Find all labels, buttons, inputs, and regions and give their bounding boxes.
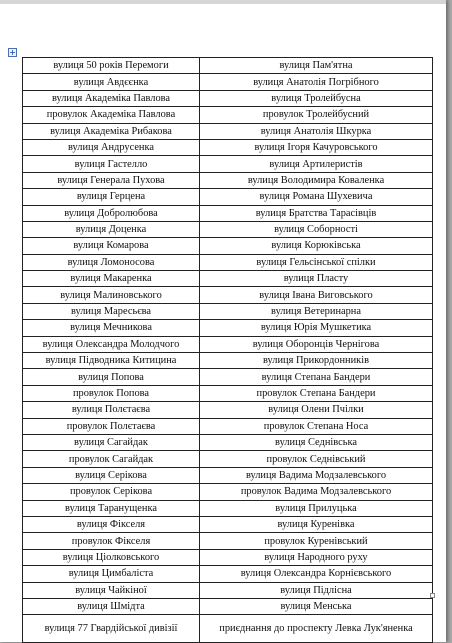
new-street-name-cell[interactable]: вулиця Анатолія Шкурка [200,123,433,139]
old-street-name-cell[interactable]: провулок Фікселя [23,533,200,549]
new-street-name-cell[interactable]: вулиця Оборонців Чернігова [200,336,433,352]
table-row [23,582,433,598]
old-street-name-cell[interactable]: вулиця 50 років Перемоги [23,58,200,74]
table-row [23,353,433,369]
new-street-name-cell[interactable]: провулок Степана Носа [200,418,433,434]
table-row [23,189,433,205]
old-street-name-cell[interactable]: вулиця Генерала Пухова [23,172,200,188]
old-street-name-cell[interactable]: вулиця Герцена [23,189,200,205]
new-street-name-cell[interactable]: вулиця Анатолія Погрібного [200,74,433,90]
table-row [23,566,433,582]
old-street-name-cell[interactable]: вулиця Маресьєва [23,303,200,319]
new-street-name-cell[interactable]: вулиця Соборності [200,221,433,237]
table-row [23,598,433,614]
table-row [23,533,433,549]
old-street-name-cell[interactable]: вулиця Гастелло [23,156,200,172]
new-street-name-cell[interactable]: вулиця Пласту [200,271,433,287]
table-row [23,221,433,237]
old-street-name-cell[interactable]: вулиця 77 Гвардійської дивізії [23,615,200,643]
new-street-name-cell[interactable]: вулиця Романа Шухевича [200,189,433,205]
table-row [23,205,433,221]
old-street-name-cell[interactable]: провулок Сагайдак [23,451,200,467]
new-street-name-cell[interactable]: приєднання до проспекту Левка Лук'яненка [200,615,433,643]
old-street-name-cell[interactable]: вулиця Макаренка [23,271,200,287]
new-street-name-cell[interactable]: вулиця Олени Пчілки [200,402,433,418]
old-street-name-cell[interactable]: вулиця Підводника Китицина [23,353,200,369]
table-row [23,549,433,565]
old-street-name-cell[interactable]: вулиця Академіка Павлова [23,90,200,106]
new-street-name-cell[interactable]: вулиця Прикордонників [200,353,433,369]
table-row [23,254,433,270]
table-row [23,402,433,418]
old-street-name-cell[interactable]: вулиця Ломоносова [23,254,200,270]
table-row [23,123,433,139]
old-street-name-cell[interactable]: вулиця Шмідта [23,598,200,614]
new-street-name-cell[interactable]: вулиця Братства Тарасівців [200,205,433,221]
new-street-name-cell[interactable]: вулиця Тролейбусна [200,90,433,106]
new-street-name-cell[interactable]: вулиця Ігоря Качуровського [200,139,433,155]
old-street-name-cell[interactable]: провулок Серікова [23,484,200,500]
table-row [23,303,433,319]
page-top-edge [0,0,446,4]
table-row [23,287,433,303]
old-street-name-cell[interactable]: вулиця Доценка [23,221,200,237]
new-street-name-cell[interactable]: вулиця Прилуцька [200,500,433,516]
table-row [23,516,433,532]
old-street-name-cell[interactable]: вулиця Попова [23,369,200,385]
new-street-name-cell[interactable]: вулиця Седнівська [200,434,433,450]
old-street-name-cell[interactable]: вулиця Серікова [23,467,200,483]
new-street-name-cell[interactable]: вулиця Пам'ятна [200,58,433,74]
new-street-name-cell[interactable]: вулиця Олександра Корнієвського [200,566,433,582]
new-street-name-cell[interactable]: вулиця Корюківська [200,238,433,254]
old-street-name-cell[interactable]: вулиця Сагайдак [23,434,200,450]
table-row [23,271,433,287]
old-street-name-cell[interactable]: вулиця Олександра Молодчого [23,336,200,352]
old-street-name-cell[interactable]: вулиця Андрусенка [23,139,200,155]
old-street-name-cell[interactable]: провулок Полєтаєва [23,418,200,434]
table-row [23,172,433,188]
new-street-name-cell[interactable]: провулок Куренівський [200,533,433,549]
new-street-name-cell[interactable]: вулиця Народного руху [200,549,433,565]
new-street-name-cell[interactable]: вулиця Ветеринарна [200,303,433,319]
table-body [23,58,433,643]
old-street-name-cell[interactable]: вулиця Малиновського [23,287,200,303]
old-street-name-cell[interactable]: вулиця Добролюбова [23,205,200,221]
table-row [23,336,433,352]
table-row [23,418,433,434]
table-row [23,238,433,254]
new-street-name-cell[interactable]: вулиця Підлісна [200,582,433,598]
new-street-name-cell[interactable]: провулок Степана Бандери [200,385,433,401]
table-row [23,369,433,385]
new-street-name-cell[interactable]: провулок Вадима Модзалевського [200,484,433,500]
table-row [23,139,433,155]
new-street-name-cell[interactable]: вулиця Володимира Коваленка [200,172,433,188]
new-street-name-cell[interactable]: вулиця Івана Виговського [200,287,433,303]
new-street-name-cell[interactable]: вулиця Артилеристів [200,156,433,172]
table-move-handle-icon[interactable] [8,48,17,57]
table-row [23,74,433,90]
old-street-name-cell[interactable]: вулиця Комарова [23,238,200,254]
table-row [23,500,433,516]
table-row [23,434,433,450]
old-street-name-cell[interactable]: вулиця Цимбаліста [23,566,200,582]
new-street-name-cell[interactable]: вулиця Вадима Модзалевського [200,467,433,483]
new-street-name-cell[interactable]: вулиця Менська [200,598,433,614]
new-street-name-cell[interactable]: провулок Тролейбусний [200,107,433,123]
old-street-name-cell[interactable]: вулиця Ціолковського [23,549,200,565]
table-row [23,451,433,467]
table-resize-handle-icon[interactable] [430,593,435,598]
table-row [23,615,433,643]
table-row [23,90,433,106]
table-row [23,467,433,483]
new-street-name-cell[interactable]: вулиця Гельсінської спілки [200,254,433,270]
old-street-name-cell[interactable]: провулок Академіка Павлова [23,107,200,123]
new-street-name-cell[interactable]: вулиця Степана Бандери [200,369,433,385]
street-rename-table [22,57,433,643]
old-street-name-cell[interactable]: вулиця Полєтаєва [23,402,200,418]
old-street-name-cell[interactable]: вулиця Фікселя [23,516,200,532]
old-street-name-cell[interactable]: вулиця Авдєєнка [23,74,200,90]
old-street-name-cell[interactable]: провулок Попова [23,385,200,401]
table-row [23,58,433,74]
table-row [23,320,433,336]
old-street-name-cell[interactable]: вулиця Мечникова [23,320,200,336]
old-street-name-cell[interactable]: вулиця Чайкіної [23,582,200,598]
table-row [23,385,433,401]
new-street-name-cell[interactable]: провулок Седнівський [200,451,433,467]
table-row [23,107,433,123]
new-street-name-cell[interactable]: вулиця Куренівка [200,516,433,532]
old-street-name-cell[interactable]: вулиця Академіка Рибакова [23,123,200,139]
table-row [23,156,433,172]
old-street-name-cell[interactable]: вулиця Таранущенка [23,500,200,516]
new-street-name-cell[interactable]: вулиця Юрія Мушкетика [200,320,433,336]
table-row [23,484,433,500]
